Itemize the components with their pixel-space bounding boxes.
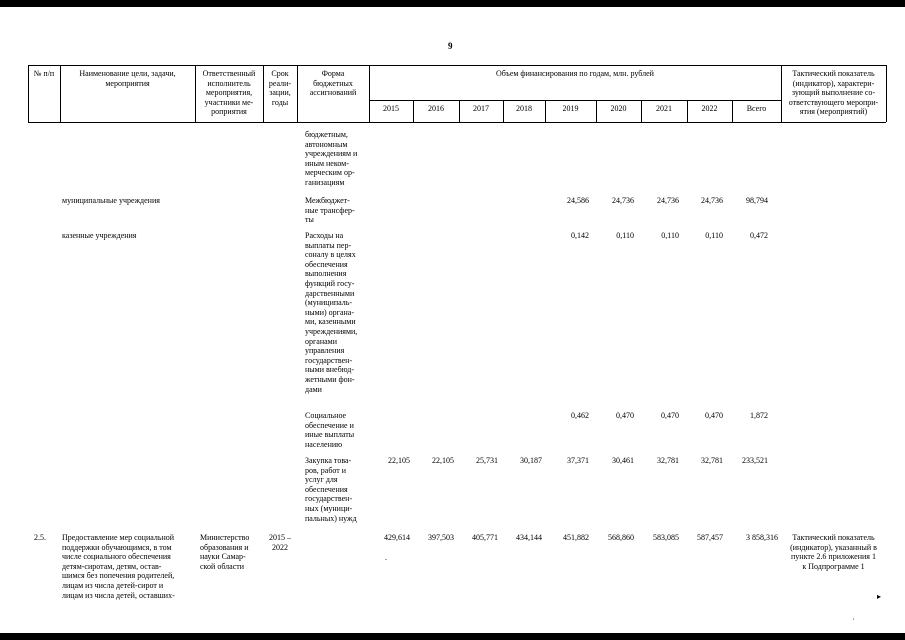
row-0-budget-form: бюджетным, автономным учреждениям и иным неком- мерческим ор- ганизациям (305, 130, 358, 187)
scan-speck: ▸ (877, 592, 882, 601)
row-1-value-2019: 24,586 (567, 196, 589, 205)
row-2-value-total: 0,472 (750, 231, 768, 240)
header-year-2017: 2017 (473, 104, 489, 113)
header-col-finance: Объем финансирования по годам, млн. рублей (496, 69, 654, 78)
header-year-2021: 2021 (656, 104, 672, 113)
row-5-value-2017: 405,771 (472, 533, 498, 542)
top-border (0, 0, 905, 7)
row-3-value-2019: 0,462 (571, 411, 589, 420)
row-4-value-2017: 25,731 (476, 456, 498, 465)
row-3-value-total: 1,872 (750, 411, 768, 420)
row-3-value-2020: 0,470 (616, 411, 634, 420)
row-4-value-2020: 30,461 (612, 456, 634, 465)
row-5-name: Предоставление мер социальной поддержки обучающимся, в том числе социального обеспечения детям-сиротам, детям, остав- шимся без попечения родителей, лицам из числа детей-сирот и лицам из числа детей, оставших- (62, 533, 175, 600)
row-2-budget-form: Расходы на выплаты пер- соналу в целях обеспечения выполнения функций госу- дарственными (муниципаль- ными) органа- ми, казенными учреждениями, органами управления государствен- ными внебюд- жетными фон- дами (305, 231, 358, 394)
header-col-name: Наименование цели, задачи, мероприятия (79, 69, 176, 88)
row-5-executor: Министерство образования и науки Самар- ской области (200, 533, 250, 571)
row-5-value-2021: 583,085 (653, 533, 679, 542)
header-year-2020: 2020 (610, 104, 627, 113)
row-1-value-2022: 24,736 (701, 196, 723, 205)
row-1-name: муниципальные учреждения (62, 196, 160, 205)
row-4-value-2015: 22,105 (388, 456, 410, 465)
header-col-term: Срок реали- зации, годы (268, 69, 292, 107)
row-4-value-2022: 32,781 (701, 456, 723, 465)
row-5-term: 2015 – 2022 (269, 533, 291, 552)
row-5-indicator: Тактический показатель (индикатор), указанный в пункте 2.6 приложения 1 к Подпрограмме 1 (790, 533, 877, 571)
row-1-value-2021: 24,736 (657, 196, 679, 205)
row-2-name: казенные учреждения (62, 231, 137, 240)
row-3-value-2022: 0,470 (705, 411, 723, 420)
row-2-value-2021: 0,110 (661, 231, 679, 240)
row-5-value-2020: 568,860 (608, 533, 634, 542)
row-2-value-2019: 0,142 (571, 231, 589, 240)
row-2-value-2022: 0,110 (705, 231, 723, 240)
page-number: 9 (448, 41, 453, 51)
scan-speck: · (852, 615, 855, 624)
row-1-budget-form: Межбюджет- ные трансфер- ты (305, 196, 355, 225)
row-4-value-total: 233,521 (742, 456, 768, 465)
header-year-2022: 2022 (701, 104, 718, 113)
row-1-value-2020: 24,736 (612, 196, 634, 205)
header-year-2016: 2016 (428, 104, 444, 113)
bottom-border (0, 633, 905, 640)
row-3-budget-form: Социальное обеспечение и иные выплаты населению (305, 411, 355, 449)
row-5-number: 2.5. (34, 533, 46, 542)
row-1-value-total: 98,794 (746, 196, 768, 205)
row-3-value-2021: 0,470 (661, 411, 679, 420)
row-5-value-2019: 451,882 (563, 533, 589, 542)
row-4-value-2021: 32,781 (657, 456, 679, 465)
row-5-value-2015: 429,614 (384, 533, 410, 542)
row-5-value-2018: 434,144 (516, 533, 542, 542)
row-4-value-2019: 37,371 (567, 456, 589, 465)
header-col-budget-form: Форма бюджетных ассигнований (309, 69, 357, 98)
header-col-number: № п/п (33, 69, 55, 78)
scan-speck: . (385, 553, 387, 562)
row-5-value-2022: 587,457 (697, 533, 723, 542)
row-5-value-2016: 397,503 (428, 533, 454, 542)
header-col-indicator: Тактический показатель (индикатор), характери- зующий выполнение со- ответствующего меропри- ятия (мероприятий) (788, 69, 879, 117)
header-total: Всего (746, 104, 767, 113)
header-year-2015: 2015 (383, 104, 399, 113)
header-col-executor: Ответственный исполнитель мероприятия, участники ме- роприятия (202, 69, 256, 117)
row-2-value-2020: 0,110 (616, 231, 634, 240)
row-4-value-2016: 22,105 (432, 456, 454, 465)
row-4-value-2018: 30,187 (520, 456, 542, 465)
row-5-value-total: 3 858,316 (746, 533, 778, 542)
header-year-2019: 2019 (562, 104, 579, 113)
header-year-2018: 2018 (516, 104, 532, 113)
row-4-budget-form: Закупка това- ров, работ и услуг для обеспечения государствен- ных (муници- пальных) нужд (305, 456, 357, 523)
